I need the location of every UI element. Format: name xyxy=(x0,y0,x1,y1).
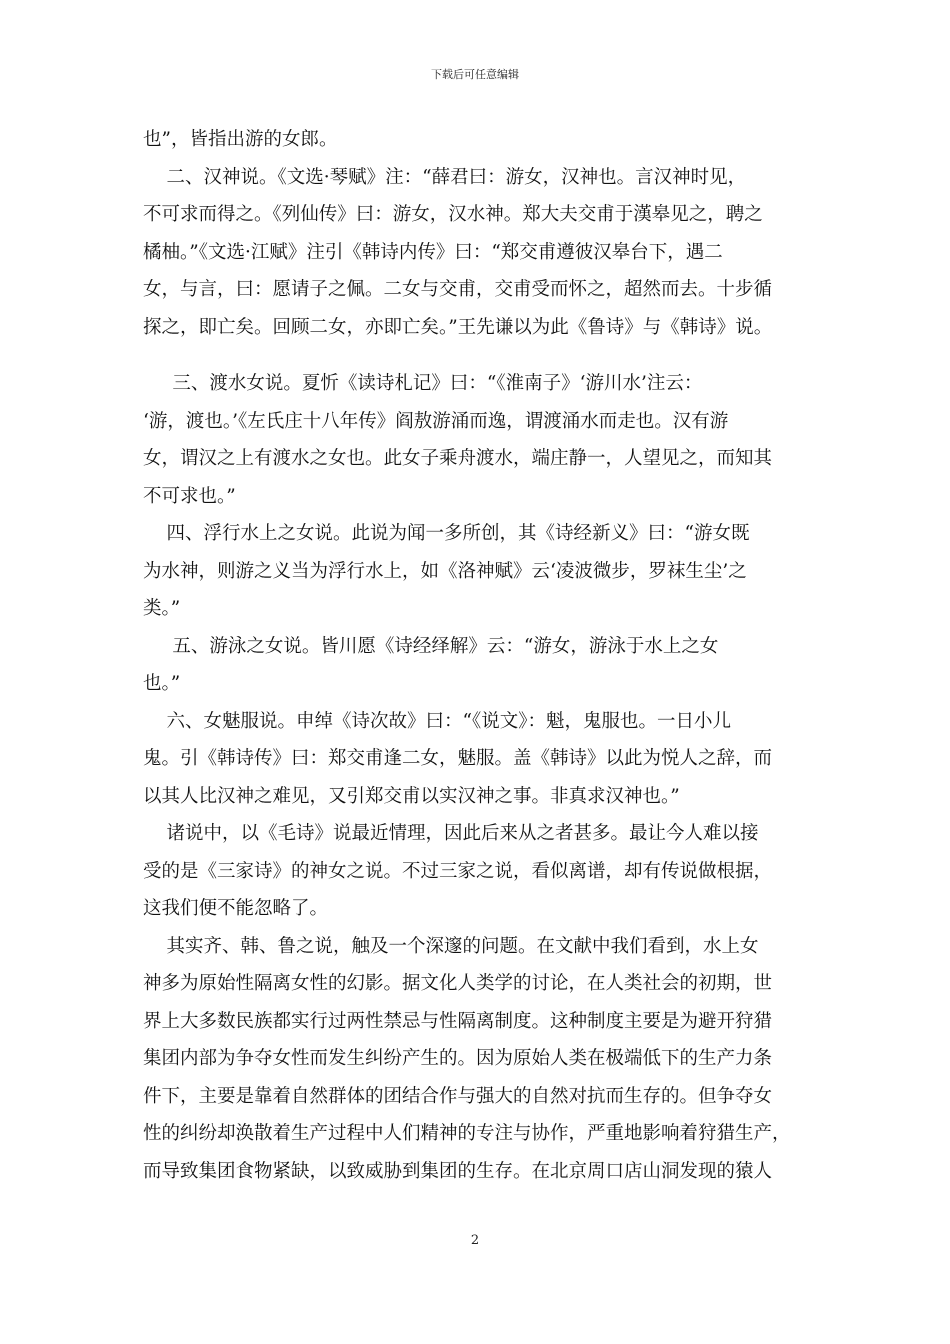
text-line: 其实齐、韩、鲁之说，触及一个深邃的问题。在文献中我们看到，水上女 xyxy=(143,935,759,957)
text-line: 界上大多数民族都实行过两性禁忌与性隔离制度。这种制度主要是为避开狩猎 xyxy=(143,1010,773,1032)
paragraph xyxy=(143,365,823,515)
text-line: 诸说中，以《毛诗》说最近情理，因此后来从之者甚多。最让今人难以接 xyxy=(143,823,759,844)
text-line: 为水神，则游之义当为浮行水上，如《洛神赋》云‘凌波微步，罗袜生尘’之 xyxy=(143,560,747,582)
text-line: 四、浮行水上之女说。此说为闻一多所创，其《诗经新义》曰：“游女既 xyxy=(143,523,750,544)
paragraph xyxy=(143,515,823,628)
text-line: 集团内部为争夺女性而发生纠纷产生的。因为原始人类在极端低下的生产力条 xyxy=(143,1048,773,1069)
text-line: 而导致集团食物紧缺，以致威胁到集团的生存。在北京周口店山洞发现的猿人 xyxy=(143,1160,773,1182)
paragraph xyxy=(143,815,823,928)
text-line: ‘游，渡也。’《左氏庄十八年传》阎敖游涌而逸，谓渡涌水而走也。汉有游 xyxy=(143,410,729,432)
text-line: 类。” xyxy=(143,598,181,619)
text-line: 性的纠纷却涣散着生产过程中人们精神的专注与协作，严重地影响着狩猎生产， xyxy=(143,1123,791,1144)
text-line: 橘柚。”《文选·江赋》注引《韩诗内传》曰：“郑交甫遵彼汉皋台下，遇二 xyxy=(143,241,723,263)
text-line: 女，谓汉之上有渡水之女也。此女子乘舟渡水，端庄静一，人望见之，而知其 xyxy=(143,448,773,469)
paragraph xyxy=(143,703,823,816)
text-line: 五、游泳之女说。皆川愿《诗经绎解》云：“游女，游泳于水上之女 xyxy=(143,635,719,657)
text-line: 也。” xyxy=(143,673,181,694)
text-line: 以其人比汉神之难见，又引郑交甫以实汉神之事。非真求汉神也。” xyxy=(143,785,680,807)
text-line: 六、女魅服说。申绰《诗次故》曰：“《说文》：魁，鬼服也。一日小儿 xyxy=(143,710,731,732)
text-line: 受的是《三家诗》的神女之说。不过三家之说，看似离谱，却有传说做根据， xyxy=(143,860,773,882)
text-line: 女，与言，曰：愿请子之佩。二女与交甫，交甫受而怀之，超然而去。十步循 xyxy=(143,279,773,300)
text-line: 二、汉神说。《文选·琴赋》注：“薛君曰：游女，汉神也。言汉神时见， xyxy=(143,166,747,188)
paragraph xyxy=(143,928,823,1191)
page-number: 2 xyxy=(470,1233,480,1248)
paragraph xyxy=(143,121,823,159)
text-line: 不可求也。” xyxy=(143,485,236,507)
text-line: 件下，主要是靠着自然群体的团结合作与强大的自然对抗而生存的。但争夺女 xyxy=(143,1085,773,1107)
page-header: 下载后可任意编辑 xyxy=(431,68,519,81)
paragraph xyxy=(143,159,823,347)
text-line: 也”，皆指出游的女郎。 xyxy=(143,129,338,150)
text-line: 三、渡水女说。夏忻《读诗札记》曰：“《淮南子》‘游川水’注云： xyxy=(143,373,703,394)
text-line: 神多为原始性隔离女性的幻影。据文化人类学的讨论，在人类社会的初期，世 xyxy=(143,973,773,994)
paragraph xyxy=(143,628,823,703)
text-line: 这我们便不能忽略了。 xyxy=(143,898,329,919)
text-line: 探之，即亡矣。回顾二女，亦即亡矣。”王先谦以为此《鲁诗》与《韩诗》说。 xyxy=(143,316,773,338)
text-line: 不可求而得之。《列仙传》曰：游女，汉水神。郑大夫交甫于漢皋见之，聘之 xyxy=(143,204,763,225)
text-line: 鬼。引《韩诗传》曰：郑交甫逢二女，魅服。盖《韩诗》以此为悦人之辞，而 xyxy=(143,748,773,769)
paragraph-spacer xyxy=(143,346,823,365)
document-body xyxy=(143,121,823,1190)
